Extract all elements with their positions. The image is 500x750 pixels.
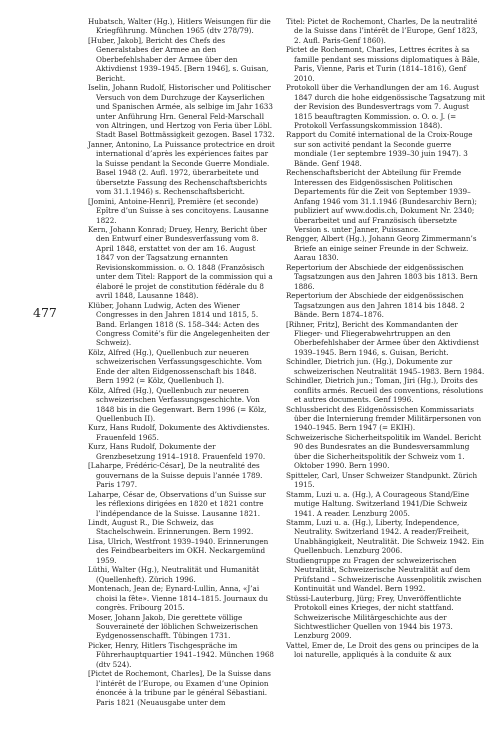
bibliography-entry: [Laharpe, Frédéric-César], De la neutralité des gouvernans de la Suisse depuis l’année 1789. Paris 1797.	[88, 461, 263, 490]
bibliography-entry: Kern, Johann Konrad; Druey, Henry, Bericht über den Entwurf einer Bundesverfassung vom 8. April 1848, erstattet von der am 16. August 1847 von der Tagsatzung ernannten Revisionskommission. o. O. 1848 (Französisch unter dem Titel: Rapport de la commission qui a élaboré le projet de constitution fédérale du 8 avril 1848, Lausanne 1848).	[88, 224, 273, 301]
bibliography-entry: Titel: Pictet de Rochemont, Charles, De la neutralité de la Suisse dans l’intérêt de l’Europe, Genf 1823, 2. Aufl. Paris-Genf 1860).	[286, 17, 478, 45]
bibliography-entry: Kurz, Hans Rudolf, Dokumente des Aktivdienstes. Frauenfeld 1965.	[88, 423, 270, 442]
bibliography-entry: Kölz, Alfred (Hg.), Quellenbuch zur neueren schweizerischen Verfassungsgeschichte. Von 1848 bis in die Gegenwart. Bern 1996 (= Kölz, Quellenbuch II).	[88, 385, 267, 424]
bibliography-entry: Picker, Henry, Hitlers Tischgespräche im Führerhauptquartier 1941–1942. München 1968 (dtv 524).	[88, 640, 274, 669]
bibliography-entry: [Rihner, Fritz], Bericht des Kommandanten der Flieger- und Fliegerabwehrtruppen an den Oberbefehlshaber der Armee über den Aktivdienst 1939–1945. Bern 1946, s. Guisan, Bericht.	[286, 319, 479, 357]
bibliography-entry: Studiengruppe zu Fragen der schweizerischen Neutralität, Schweizerische Neutralität auf dem Prüfstand – Schweizerische Aussenpolitik zwischen Kontinuität und Wandel. Bern 1992.	[286, 555, 482, 594]
bibliography-entry: Spitteler, Carl, Unser Schweizer Standpunkt. Zürich 1915.	[286, 470, 478, 490]
bibliography-entry: Lindt, August R., Die Schweiz, das Stachelschwein. Erinnerungen. Bern 1992.	[88, 518, 254, 537]
bibliography-entry: Kölz, Alfred (Hg.), Quellenbuch zur neueren schweizerischen Verfassungsgeschichte. Vom Ende der alten Eidgenossenschaft bis 1848. Bern 1992 (= Kölz, Quellenbuch I).	[88, 347, 262, 386]
bibliography-entry: Rapport du Comité international de la Croix-Rouge sur son activité pendant la Seconde guerre mondiale (1er septembre 1939–30 juin 1947). 3 Bände. Genf 1948.	[286, 130, 473, 168]
bibliography-entry: Rechenschaftsbericht der Abteilung für Fremde Interessen des Eidgenössischen Politischen Departements für die Zeit von September 1939–Anfang 1946 vom 31.1.1946 (Bundesarchiv Bern); publiziert auf www.dodis.ch, Dokument Nr. 2340; überarbeitet und auf Französisch übersetzte Version s. unter Janner, Puissance.	[286, 168, 477, 234]
bibliography-entry: Janner, Antonino, La Puissance protectrice en droit international d’après les expériences faites par la Suisse pendant la Seconde Guerre Mondiale. Basel 1948 (2. Aufl. 1972, überarbeitete und übersetzte Fassung des Rechenschaftsberichts vom 31.1.1946) s. Rechenschaftsbericht.	[88, 139, 275, 197]
bibliography-entry: Schweizerische Sicherheitspolitik im Wandel. Bericht 90 des Bundesrates an die Bundesversammlung über die Sicherheitspolitik der Schweiz vom 1. Oktober 1990. Bern 1990.	[286, 432, 482, 471]
bibliography-entry: Stüssi-Lauterburg, Jürg; Frey, Unveröffentlichte Protokoll eines Krieges, der nicht stattfand. Schweizerische Militärgeschichte aus der Sichtwestlicher Quellen von 1944 bis 1973. Lenzburg 2009.	[286, 593, 462, 641]
bibliography-column-right	[286, 17, 486, 660]
bibliography-entry: Montenach, Jean de; Eynard-Lullin, Anna, «J’ai choisi la fête». Vienne 1814–1815. Journaux du congrès. Fribourg 2015.	[88, 584, 268, 613]
bibliography-entry: Schindler, Dietrich jun.; Toman, Jiri (Hg.), Droits des conflits armés. Recueil des conventions, résolutions et autres documents. Genf 1996.	[286, 376, 484, 405]
bibliography-entry: [Jomini, Antoine-Henri], Première (et seconde) Epître d’un Suisse à ses concitoyens. Lausanne 1822.	[88, 196, 269, 225]
bibliography-entry: Repertorium der Abschiede der eidgenössischen Tagsatzungen aus den Jahren 1803 bis 1813. Bern 1886.	[286, 262, 478, 291]
bibliography-entry: Pictet de Rochemont, Charles, Lettres écrites à sa famille pendant ses missions diplomatiques à Bâle, Paris, Vienne, Paris et Turin (1814–1816), Genf 2010.	[286, 45, 480, 83]
bibliography-entry: [Pictet de Rochemont, Charles], De la Suisse dans l’intérêt de l’Europe, ou Examen d’une Opinion énoncée à la tribune par le général Sébastiani. Paris 1821 (Neuausgabe unter dem	[88, 669, 271, 707]
bibliography-entry: Lüthi, Walter (Hg.), Neutralität und Humanität (Quellenheft). Zürich 1996.	[88, 565, 260, 584]
bibliography-entry: Schindler, Dietrich jun. (Hg.), Dokumente zur schweizerischen Neutralität 1945–1983. Bern 1984.	[286, 357, 485, 376]
bibliography-entry: Moser, Johann Jakob, Die gerettete völlige Souveraineté der löblichen Schweizerischen Eydgenossenschafft. Tübingen 1731.	[88, 612, 259, 641]
page-number: 477	[33, 305, 57, 320]
bibliography-entry: Hubatsch, Walter (Hg.), Hitlers Weisungen für die Kriegführung. München 1965 (dtv 278/79).	[88, 17, 271, 36]
bibliography-entry: [Huber, Jakob], Bericht des Chefs des Generalstabes der Armee an den Oberbefehlshaber der Armee über den Aktivdienst 1939–1945. [Bern 1946], s. Guisan, Bericht.	[88, 35, 269, 83]
bibliography-entry: Stamm, Luzi u. a. (Hg.), A Courageous Stand/Eine mutige Haltung. Switzerland 1941/Die Schweiz 1941. A reader. Lenzburg 2005.	[286, 489, 470, 518]
bibliography-entry: Protokoll über die Verhandlungen der am 16. August 1847 durch die hohe eidgenössische Tagsatzung mit der Revision des Bundesvertrags vom 7. August 1815 beauftragten Kommission. o. O. o. J. (= Protokoll Verfassungskommission 1848).	[286, 83, 486, 130]
bibliography-entry: Klüber, Johann Ludwig, Acten des Wiener Congresses in den Jahren 1814 und 1815, 5. Band. Erlangen 1818 (S. 158–344: Acten des Congress Comité’s für die Angelegenheiten der Schweiz).	[88, 300, 270, 348]
bibliography-entry: Vattel, Emer de, Le Droit des gens ou principes de la loi naturelle, appliqués à la conduite & aux	[286, 640, 479, 660]
bibliography-column-left	[88, 17, 275, 707]
bibliography-entry: Laharpe, César de, Observations d’un Suisse sur les réflexions dirigées en 1820 et 1821 contre l’indépendance de la Suisse. Lausanne 1821.	[88, 489, 266, 518]
bibliography-entry: Iselin, Johann Rudolf, Historischer und Politischer Versuch von dem Durchzuge der Kayserlichen und Spanischen Armée, als selbige im Jahr 1633 unter Anführung Hrn. General Feld-Marschall von Altringen, und Hertzog von Feria über Löbl. Stadt Basel Bottmässigkeit gezogen. Basel 1732.	[88, 83, 275, 140]
bibliography-entry: Repertorium der Abschiede der eidgenössischen Tagsatzungen aus den Jahren 1814 bis 1848. 2 Bände. Bern 1874–1876.	[286, 291, 465, 320]
bibliography-entry: Rengger, Albert (Hg.), Johann Georg Zimmermann’s Briefe an einige seiner Freunde in der Schweiz. Aarau 1830.	[286, 234, 477, 263]
bibliography-entry: Lisa, Ulrich, Westfront 1939–1940. Erinnerungen des Feindbearbeiters im OKH. Neckargemünd 1959.	[88, 536, 269, 565]
bibliography-entry: Stamm, Luzi u. a. (Hg.), Liberty, Independence, Neutrality. Switzerland 1942. A reader/Freiheit, Unabhängigkeit, Neutralität. Die Schweiz 1942. Ein Quellenbuch. Lenzburg 2006.	[286, 518, 484, 556]
bibliography-entry: Kurz, Hans Rudolf, Dokumente der Grenzbesetzung 1914–1918. Frauenfeld 1970.	[88, 442, 266, 461]
bibliography-entry: Schlussbericht des Eidgenössischen Kommissariats über die Internierung fremder Militärpersonen von 1940–1945. Bern 1947 (= EKIH).	[286, 404, 482, 433]
